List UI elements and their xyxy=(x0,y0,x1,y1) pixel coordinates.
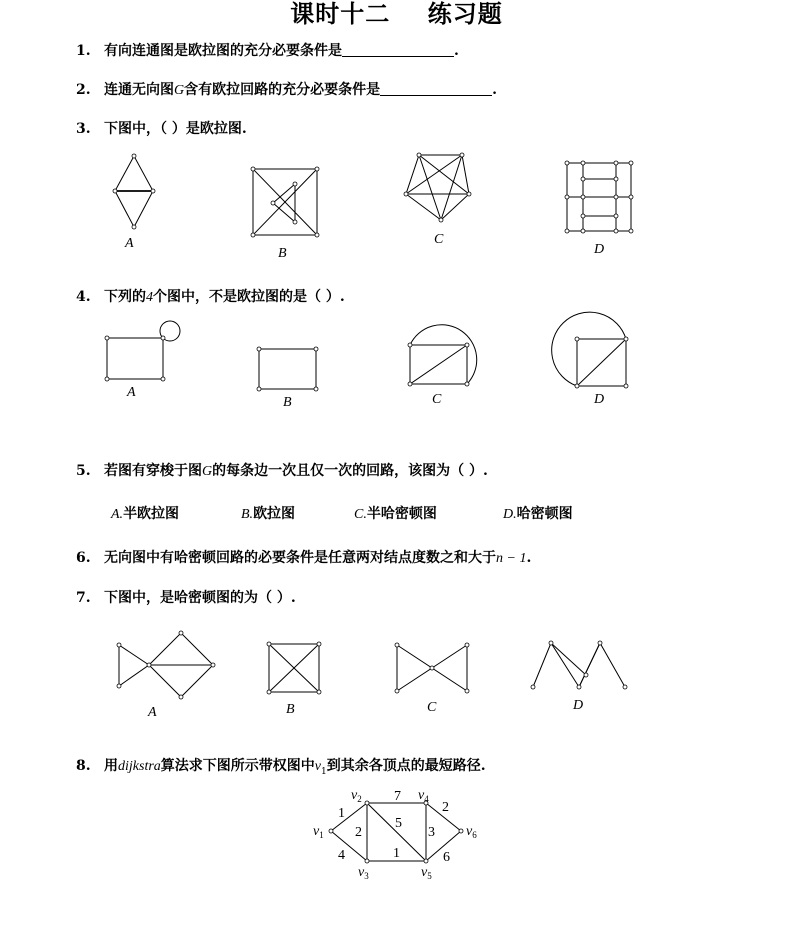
vertex-label-v6: $v_6$ xyxy=(466,824,477,840)
q7-label-a: A xyxy=(148,705,157,720)
weight-v4-v5: 3 xyxy=(428,825,435,840)
question-2: 2. 连通无向图G含有欧拉回路的充分必要条件是 . xyxy=(76,82,497,98)
question-4: 4. 下列的4个图中，不是欧拉图的是（ ）. xyxy=(76,289,345,305)
weight-v5-v6: 6 xyxy=(443,850,450,865)
q3-label-b: B xyxy=(278,246,287,261)
option-a[interactable]: A.半欧拉图 xyxy=(111,506,180,522)
weight-v1-v3: 4 xyxy=(338,848,345,863)
weight-v4-v6: 2 xyxy=(442,800,449,815)
vertex-label-v2: $v_2$ xyxy=(351,788,362,804)
option-c[interactable]: C.半哈密顿图 xyxy=(354,506,437,522)
q4-label-b: B xyxy=(283,395,292,410)
weight-v2-v4: 7 xyxy=(394,789,401,804)
q4-label-a: A xyxy=(127,385,136,400)
question-3: 3. 下图中，（ ）是欧拉图. xyxy=(76,121,247,137)
vertex-label-v3: $v_3$ xyxy=(358,865,369,881)
q7-label-d: D xyxy=(573,698,584,713)
vertex-label-v1: $v_1$ xyxy=(313,824,324,840)
question-6: 6. 无向图中有哈密顿回路的必要条件是任意两对结点度数之和大于n − 1. xyxy=(76,550,532,566)
q7-label-c: C xyxy=(427,700,437,715)
weight-v1-v2: 1 xyxy=(338,806,345,821)
question-5: 5. 若图有穿梭于图G的每条边一次且仅一次的回路，该图为（ ）. xyxy=(76,463,488,479)
vertex-label-v5: $v_5$ xyxy=(421,865,432,881)
question-1: 1. 有向连通图是欧拉图的充分必要条件是 . xyxy=(76,43,459,59)
question-3-text: 下图中，（ ）是欧拉图. xyxy=(104,121,247,137)
question-8: 8. 用dijkstra算法求下图所示带权图中$v_1$到其余各顶点的最短路径. xyxy=(76,758,486,777)
q4-label-d: D xyxy=(594,392,605,407)
q4-label-c: C xyxy=(432,392,442,407)
question-1-text: 有向连通图是欧拉图的充分必要条件是 xyxy=(104,43,342,59)
vertex-label-v4: $v_4$ xyxy=(418,788,429,804)
q3-label-a: A xyxy=(125,236,134,251)
option-b[interactable]: B.欧拉图 xyxy=(241,506,296,522)
question-7: 7. 下图中，是哈密顿图的为（ ）. xyxy=(76,590,296,606)
q7-label-b: B xyxy=(286,702,295,717)
question-7-text: 下图中，是哈密顿图的为（ ）. xyxy=(104,590,296,606)
q3-label-c: C xyxy=(434,232,444,247)
weight-v2-v3: 2 xyxy=(355,825,362,840)
option-d[interactable]: D.哈密顿图 xyxy=(503,506,573,522)
weight-v2-v5: 5 xyxy=(395,816,402,831)
q3-label-d: D xyxy=(594,242,605,257)
weight-v3-v5: 1 xyxy=(393,846,400,861)
page-title: 课时十二 练习题 xyxy=(290,0,503,28)
